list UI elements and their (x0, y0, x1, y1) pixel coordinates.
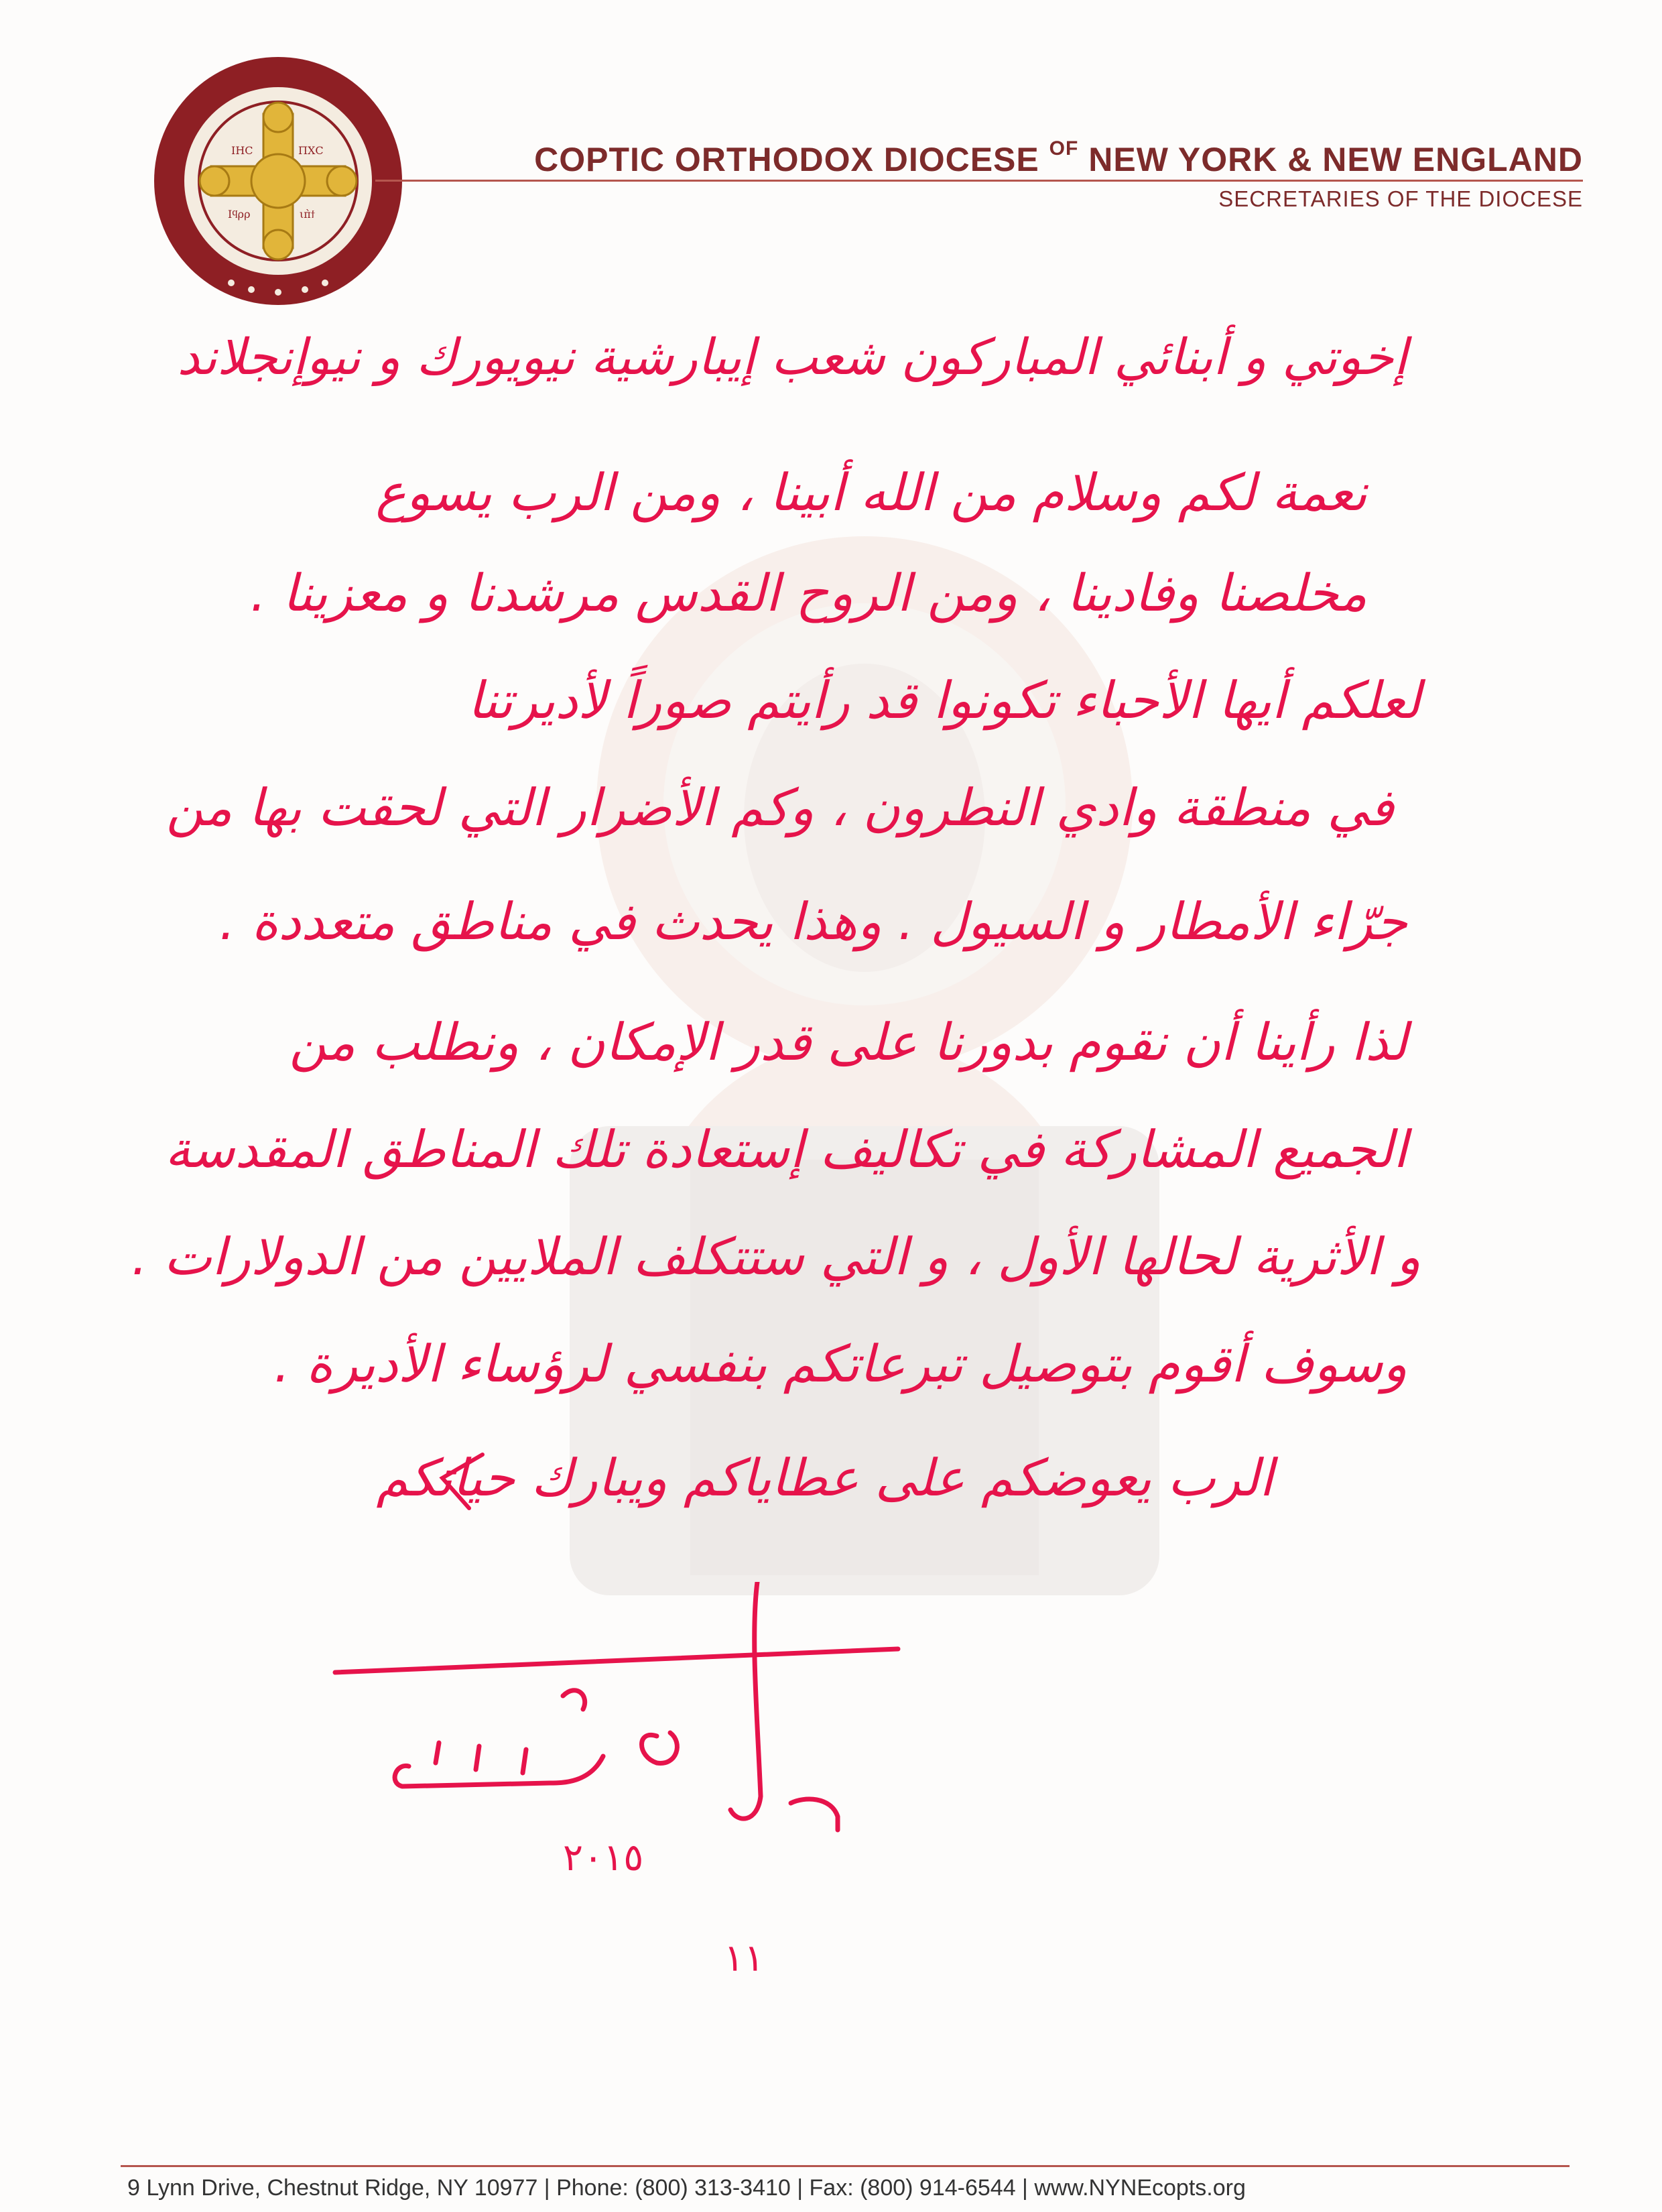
svg-text:ιπ̀ϯ: ιπ̀ϯ (300, 208, 315, 221)
letter-line-2: مخلصنا وفادينا ، ومن الروح القدس مرشدنا و معزينا . (250, 563, 1367, 623)
letter-line-7: الجميع المشاركة في تكاليف إستعادة تلك المناطق المقدسة (165, 1119, 1407, 1179)
signature-day: ١١ (724, 1937, 765, 1980)
svg-text:Ιϥρρ: Ιϥρρ (228, 208, 251, 221)
header-divider (375, 180, 1583, 182)
letter-line-1: نعمة لكم وسلام من الله أبينا ، ومن الرب يسوع (375, 463, 1367, 522)
letter-line-5: جرّاء الأمطار و السيول . وهذا يحدث في مناطق متعددة . (219, 892, 1407, 951)
diocese-title (534, 137, 1583, 179)
svg-text:ІНС: ІНС (231, 144, 253, 157)
letter-line-6: لذا رأينا أن نقوم بدورنا على قدر الإمكان ، ونطلب من (289, 1012, 1407, 1072)
letter-blessing-line: الرب يعوضكم على عطاياكم ويبارك حياتكم (376, 1448, 1273, 1508)
svg-text:ПХС: ПХС (298, 144, 324, 157)
signature-year: ٢٠١٥ (563, 1836, 644, 1880)
letter-greeting-line: إخوتي و أبنائي المباركون شعب إيبارشية نيويورك و نيوإنجلاند (177, 328, 1407, 386)
diocese-subtitle: SECRETARIES OF THE DIOCESE (1218, 186, 1583, 211)
footer-contact: 9 Lynn Drive, Chestnut Ridge, NY 10977 | Phone: (800) 313-3410 | Fax: (800) 914-6544 | www.NYNEcopts.org (127, 2175, 1246, 2201)
diocese-title-part-b: NEW YORK & NEW ENGLAND (1088, 141, 1583, 178)
closing-mark-icon (429, 1441, 496, 1522)
letter-line-8: و الأثرية لحالها الأول ، و التي ستتكلف الملايين من الدولارات . (131, 1227, 1421, 1286)
letter-line-3: لعلكم أيها الأحباء تكونوا قد رأيتم صوراً لأديرتنا (467, 670, 1421, 730)
footer-divider (121, 2165, 1570, 2167)
letter-line-4: في منطقة وادي النطرون ، وكم الأضرار التي لحقت بها من (166, 778, 1394, 837)
letter-line-9: وسوف أقوم بتوصيل تبرعاتكم بنفسي لرؤساء الأديرة . (273, 1334, 1407, 1394)
handwritten-signature (322, 1582, 925, 2051)
diocese-title-part-a: COPTIC ORTHODOX DIOCESE (534, 141, 1039, 178)
coptic-seal-logo (151, 54, 405, 308)
diocese-title-of: OF (1049, 137, 1079, 160)
